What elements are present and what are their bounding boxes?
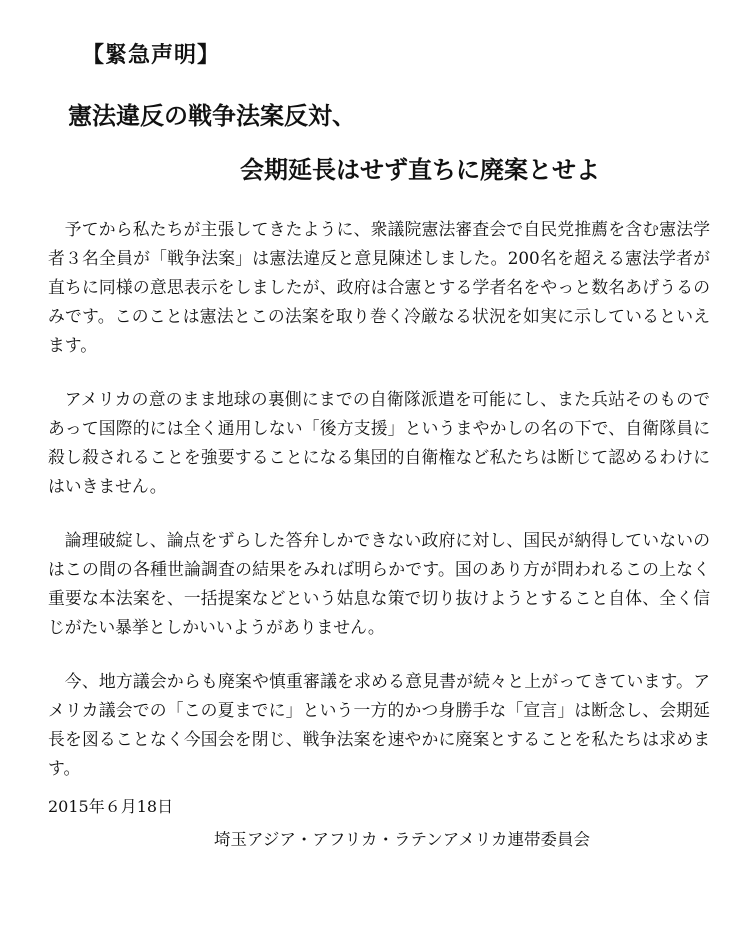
statement-heading: 【緊急声明】 bbox=[82, 42, 221, 68]
statement-date: 2015年６月18日 bbox=[48, 797, 174, 816]
paragraph-3: 論理破綻し、論点をずらした答弁しかできない政府に対し、国民が納得していないのはこの間の各種世論調査の結果をみれば明らかです。国のあり方が問われるこの上なく重要な本法案を、一括提案などという姑息な策で切り抜けようとすること自体、全く信じがたい暴挙としかいいようがありません。 bbox=[48, 530, 710, 637]
signature: 埼玉アジア・アフリカ・ラテンアメリカ連帯委員会 bbox=[214, 830, 591, 849]
title-line-2: 会期延長はせず直ちに廃案とせよ bbox=[240, 155, 600, 184]
paragraph-4: 今、地方議会からも廃案や慎重審議を求める意見書が続々と上がってきています。アメリカ議会での「この夏までに」という一方的かつ身勝手な「宣言」は断念し、会期延長を図ることなく今国会を閉じ、戦争法案を速やかに廃案とすることを私たちは求めます。 bbox=[48, 671, 710, 778]
title-line-1: 憲法違反の戦争法案反対、 bbox=[68, 101, 356, 130]
paragraph-2: アメリカの意のまま地球の裏側にまでの自衛隊派遣を可能にし、また兵站そのものであって国際的には全く通用しない「後方支援」というまやかしの名の下で、自衛隊員に殺し殺されることを強要することになる集団的自衛権など私たちは断じて認めるわけにはいきません。 bbox=[48, 389, 710, 496]
paragraph-1: 予てから私たちが主張してきたように、衆議院憲法審査会で自民党推薦を含む憲法学者３名全員が「戦争法案」は憲法違反と意見陳述しました。200名を超える憲法学者が直ちに同様の意思表示をしましたが、政府は合憲とする学者名をやっと数名あげうるのみです。このことは憲法とこの法案を取り巻く冷厳なる状況を如実に示しているといえます。 bbox=[48, 219, 710, 355]
statement-body bbox=[48, 215, 710, 808]
